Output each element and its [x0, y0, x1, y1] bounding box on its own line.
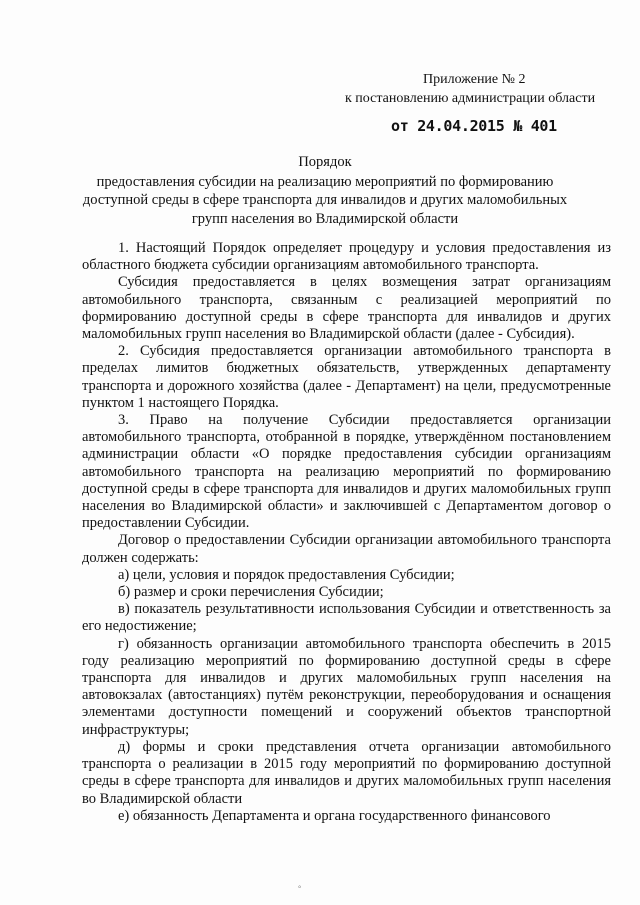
title-heading: Порядок: [298, 154, 352, 170]
title-subtitle: предоставления субсидии на реализацию мероприятий по формированию доступной среды в сфере транспорта для инвалидов и других маломобильных групп населения во Владимирской области: [82, 173, 568, 227]
list-item-d: г) обязанность организации автомобильного транспорта обеспечить в 2015 году реализацию мероприятий по формированию доступной среды в сфере транспорта для инвалидов и других маломобильных групп населения на автовокзалах (автостанциях) путём реконструкции, переоборудования и оснащения элементами доступности помещений и сооружений объектов транспортной инфраструктуры;: [82, 635, 611, 738]
document-body: [82, 240, 611, 825]
list-item-f: е) обязанность Департамента и органа государственного финансового: [118, 807, 551, 824]
list-item-a: а) цели, условия и порядок предоставления Субсидии;: [118, 566, 455, 583]
paragraph-1: 1. Настоящий Порядок определяет процедуру и условия предоставления из областного бюджета субсидии организациям автомобильного транспорта.: [82, 240, 611, 274]
paragraph-4: 3. Право на получение Субсидии предоставляется организации автомобильного транспорта, отобранной в порядке, утверждённом постановлением администрации области «О порядке предоставления субсидии организациям автомобильного транспорта на реализацию мероприятий по формированию доступной среды в сфере транспорта для инвалидов и других маломобильных групп населения во Владимирской области» и заключившей с Департаментом договор о предоставлении Субсидии.: [82, 412, 611, 532]
list-item-b: б) размер и сроки перечисления Субсидии;: [118, 584, 384, 601]
resolution-date-number: от 24.04.2015 № 401: [391, 117, 557, 135]
appendix-number: Приложение № 2: [423, 72, 526, 87]
document-title: [80, 153, 570, 228]
paragraph-5: Договор о предоставлении Субсидии организации автомобильного транспорта должен содержать:: [82, 532, 611, 566]
appendix-header: [345, 70, 615, 136]
paragraph-2: Субсидия предоставляется в целях возмещения затрат организациям автомобильного транспорта, связанным с реализацией мероприятий по формированию доступной среды в сфере транспорта для инвалидов и других маломобильных групп населения во Владимирской области (далее - Субсидия).: [82, 274, 611, 343]
list-item-e: д) формы и сроки представления отчета организации автомобильного транспорта о реализации в 2015 году мероприятий по формированию доступной среды в сфере транспорта для инвалидов и других маломобильных групп населения во Владимирской области: [82, 738, 611, 807]
resolution-reference: к постановлению администрации области: [345, 91, 596, 106]
scan-mark: °: [298, 884, 302, 893]
paragraph-3: 2. Субсидия предоставляется организации автомобильного транспорта в пределах лимитов бюджетных обязательств, утвержденных департаменту транспорта и дорожного хозяйства (далее - Департамент) на цели, предусмотренные пунктом 1 настоящего Порядка.: [82, 343, 611, 411]
list-item-c: в) показатель результативности использования Субсидии и ответственность за его недостижение;: [82, 601, 611, 635]
